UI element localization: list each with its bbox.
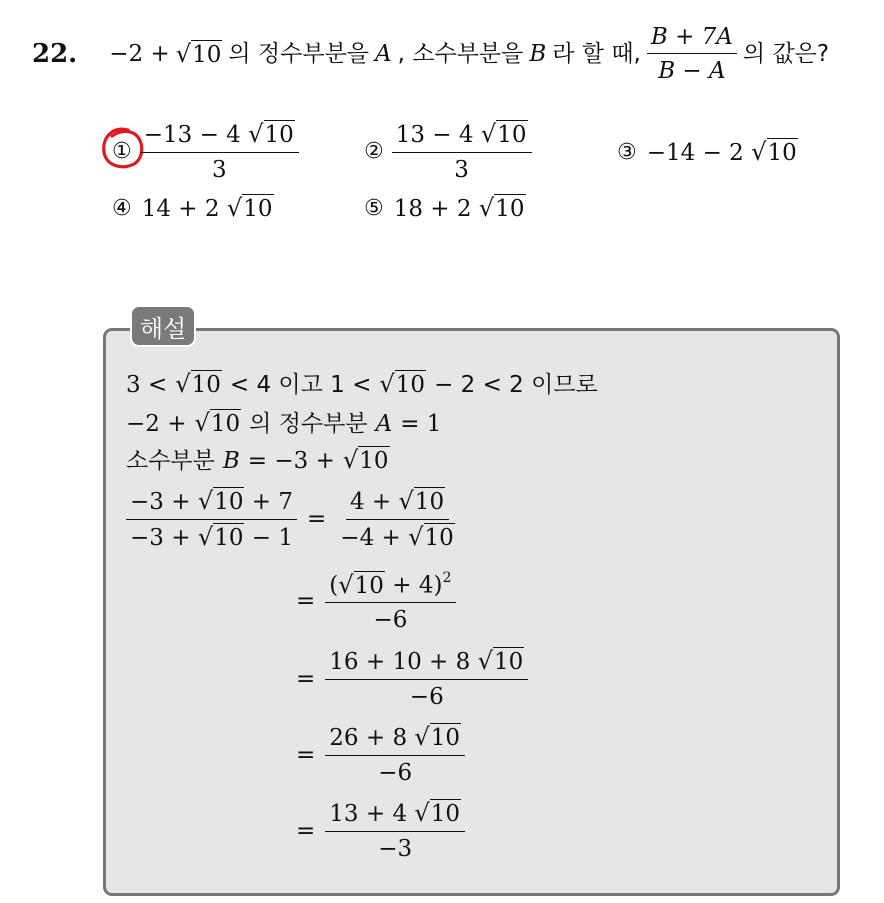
sqrt-symbol: √10 [414,723,461,751]
equals-sign: = [307,506,327,533]
question-var-a: A [375,40,392,67]
solution-step-1 [126,488,459,552]
sqrt-symbol: √10 [398,487,445,515]
sqrt-symbol: √10 [248,120,294,148]
solution-step-4 [296,724,465,786]
question-text-1: 의 정수부분을 [228,40,370,67]
sqrt-symbol: √10 [175,39,222,68]
solution-line-3: 소수부분 B = −3 + √10 [126,446,389,474]
choice-marker-2: ② [364,139,384,165]
question-number: 22. [32,39,78,70]
sqrt-symbol: √10 [379,370,426,398]
sqrt-symbol: √10 [226,194,273,222]
step5-fraction: $\frac{13 + 4 √10}{-3}$ [325,800,465,862]
choice-2-fraction: $\frac{13 - 4 √10}{3}$ [392,121,532,183]
step4-fraction: $\frac{26 + 8 √10}{-6}$ [325,724,465,786]
solution-line-2: −2 + √10 의 정수부분 A = 1 [126,409,442,437]
sqrt-symbol: √10 [194,409,241,437]
sqrt-symbol: √10 [477,647,524,675]
solution-tab-label: 해설 [130,305,196,347]
step1-lhs-fraction: $\frac{-3 + √10 + 7}{-3 + √10 - 1}$ [126,488,297,552]
sqrt-symbol: √10 [751,138,797,166]
step3-fraction: $\frac{16 + 10 + 8 √10}{-6}$ [325,648,528,710]
question-line [32,24,829,85]
question-expr-intro: −2 + [109,40,170,67]
equals-sign: = [296,817,316,844]
sqrt-symbol: √10 [175,370,221,398]
question-text-3: 라 할 때, [552,40,641,67]
question-fraction [647,24,737,85]
sqrt-symbol: √10 [480,120,527,148]
solution-step-3 [296,648,528,710]
choice-marker-4: ④ [112,195,132,221]
question-frac-num: B + 7A [647,24,737,54]
choice-1-fraction: $\frac{-13 - 4 √10}{3}$ [140,121,299,183]
equals-sign: = [296,588,316,615]
solution-line-1: 3 < √10 < 4 이고 1 < √10 − 2 < 2 이므로 [126,370,598,398]
choice-marker-3: ③ [617,139,637,165]
choice-2[interactable] [364,121,532,183]
step2-fraction: $\frac{(√10 + 4)^2}{-6}$ [325,570,455,634]
choice-1[interactable] [112,121,299,183]
sqrt-symbol: √10 [197,522,244,551]
choice-4[interactable]: ④ 14 + 2 √10 [112,194,273,222]
question-var-b: B [529,40,547,67]
question-frac-den: B − A [658,58,726,85]
equals-sign: = [296,741,316,768]
sqrt-symbol: √10 [338,570,384,599]
question-text-end: 의 값은? [742,40,830,67]
choice-marker-1: ① [112,139,132,165]
solution-step-2 [296,570,456,634]
sqrt-symbol: √10 [342,446,389,474]
sqrt-symbol: √10 [197,487,244,515]
choice-3[interactable]: ③ −14 − 2 √10 [617,138,797,166]
question-text-2: , 소수부분을 [397,40,524,67]
equals-sign: = [296,665,316,692]
choice-marker-5: ⑤ [364,195,384,221]
step1-rhs-fraction: $\frac{4 + √10}{-4 + √10}$ [340,487,454,551]
sqrt-symbol: √10 [478,194,525,222]
choice-5[interactable]: ⑤ 18 + 2 √10 [364,194,525,222]
sqrt-symbol: √10 [408,522,454,551]
sqrt-symbol: √10 [414,799,461,827]
solution-step-5 [296,800,465,862]
